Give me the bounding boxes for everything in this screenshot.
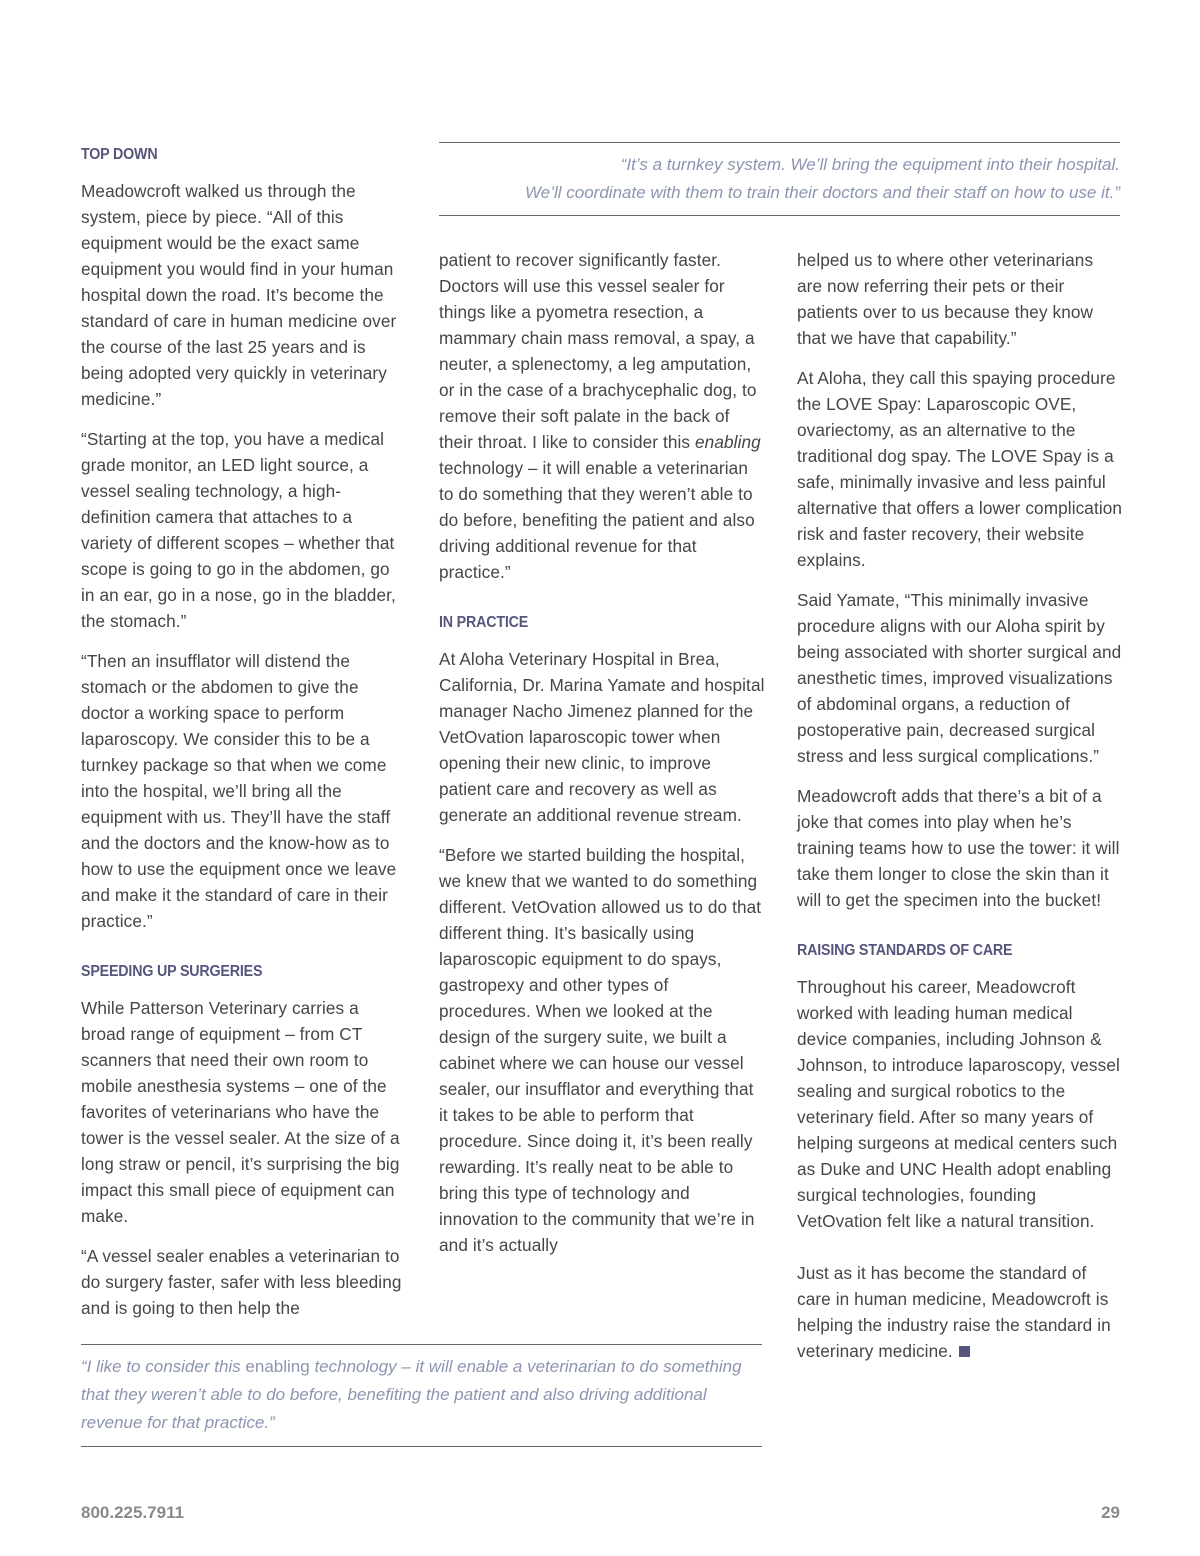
pull-quote-top xyxy=(439,142,1120,216)
section-heading-raising-standards: RAISING STANDARDS OF CARE xyxy=(797,942,1013,959)
paragraph: “Then an insufflator will distend the stomach or the abdomen to give the doctor a working space to perform laparoscopy. We consider this to be a turnkey package so that when we come into the hospital, we’ll bring all the equipment with us. They’ll have the staff and the doctors and the know-how as to how to use the equipment once we leave and make it the standard of care in their practice.” xyxy=(81,651,397,931)
paragraph: At Aloha Veterinary Hospital in Brea, California, Dr. Marina Yamate and hospital manager Nacho Jimenez planned for the VetOvation laparoscopic tower when opening their new clinic, to improve patient care and recovery as well as generate an additional revenue stream. xyxy=(439,649,765,825)
pull-quote-bottom: “I like to consider this enabling technology – it will enable a veterinarian to do something that they weren’t able to do before, benefiting the patient and also driving additional revenue for that practice.” xyxy=(81,1344,762,1447)
section-heading-top-down: TOP DOWN xyxy=(81,146,158,163)
emphasis: enabling xyxy=(695,432,761,452)
paragraph: “A vessel sealer enables a veterinarian to do surgery faster, safer with less bleeding and is going to then help the xyxy=(81,1246,402,1318)
paragraph: Throughout his career, Meadowcroft worked with leading human medical device companies, including Johnson & Johnson, to introduce laparoscopy, vessel sealing and surgical robotics to the veterinary field. After so many years of helping surgeons at medical centers such as Duke and UNC Health adopt enabling surgical technologies, founding VetOvation felt like a natural transition. xyxy=(797,977,1120,1231)
paragraph: “Before we started building the hospital, we knew that we wanted to do something different. VetOvation allowed us to do that different thing. It’s basically using laparoscopic equipment to do spays, gastropexy and other types of procedures. When we looked at the design of the surgery suite, we built a cabinet where we can house our vessel sealer, our insufflator and everything that it takes to be able to perform that procedure. Since doing it, it’s been really rewarding. It’s really neat to be able to bring this type of technology and innovation to the community that we’re in and it’s actually xyxy=(439,845,762,1255)
paragraph: Just as it has become the standard of care in human medicine, Meadowcroft is helping the industry raise the standard in veterinary medicine. xyxy=(797,1263,1111,1361)
column-3 xyxy=(797,247,1123,1378)
paragraph: At Aloha, they call this spaying procedure the LOVE Spay: Laparoscopic OVE, ovariectomy, as an alternative to the traditional dog spay. The LOVE Spay is a safe, minimally invasive and less painful alternative that offers a lower complication risk and faster recovery, their website explains. xyxy=(797,368,1123,570)
end-mark-square-icon xyxy=(959,1346,970,1357)
pull-quote-line: “It’s a turnkey system. We’ll bring the equipment into their hospital. xyxy=(620,155,1120,174)
footer-phone: 800.225.7911 xyxy=(81,1503,185,1522)
paragraph: “Starting at the top, you have a medical grade monitor, an LED light source, a vessel sealing technology, a high-definition camera that attaches to a variety of different scopes – whether that scope is going to go in the abdomen, go in an ear, go in a nose, go in the bladder, the stomach.” xyxy=(81,429,396,631)
paragraph: Meadowcroft walked us through the system, piece by piece. “All of this equipment would be the exact same equipment you would find in your human hospital down the road. It’s become the standard of care in human medicine over the course of the last 25 years and is being adopted very quickly in veterinary medicine.” xyxy=(81,181,397,409)
paragraph: Said Yamate, “This minimally invasive procedure aligns with our Aloha spirit by being associated with shorter surgical and anesthetic times, improved visualizations of abdominal organs, a reduction of postoperative pain, decreased surgical stress and less surgical complications.” xyxy=(797,590,1122,766)
column-1 xyxy=(81,142,403,1335)
paragraph: patient to recover significantly faster. Doctors will use this vessel sealer for things like a pyometra resection, a mammary chain mass removal, a spay, a neuter, a splenectomy, a leg amputation, or in the case of a brachycephalic dog, to remove their soft palate in the back of their throat. I like to consider this enabling technology – it will enable a veterinarian to do something that they weren’t able to do before, benefiting the patient and also driving additional revenue for that practice.” xyxy=(439,250,761,582)
section-heading-speeding-up: SPEEDING UP SURGERIES xyxy=(81,963,263,980)
page-number: 29 xyxy=(1101,1503,1120,1522)
emphasis: enabling xyxy=(245,1357,310,1376)
paragraph: helped us to where other veterinarians are now referring their pets or their patients over to us because they know that we have that capability.” xyxy=(797,250,1094,348)
section-heading-in-practice: IN PRACTICE xyxy=(439,614,529,631)
paragraph: Meadowcroft adds that there’s a bit of a joke that comes into play when he’s training teams how to use the tower: it will take them longer to close the skin than it will to get the specimen into the bucket! xyxy=(797,786,1120,910)
paragraph: While Patterson Veterinary carries a broad range of equipment – from CT scanners that need their own room to mobile anesthesia systems – one of the favorites of veterinarians who have the tower is the vessel sealer. At the size of a long straw or pencil, it’s surprising the big impact this small piece of equipment can make. xyxy=(81,998,400,1226)
column-2 xyxy=(439,247,765,1272)
pull-quote-line: We’ll coordinate with them to train their doctors and their staff on how to use it.” xyxy=(525,183,1120,202)
